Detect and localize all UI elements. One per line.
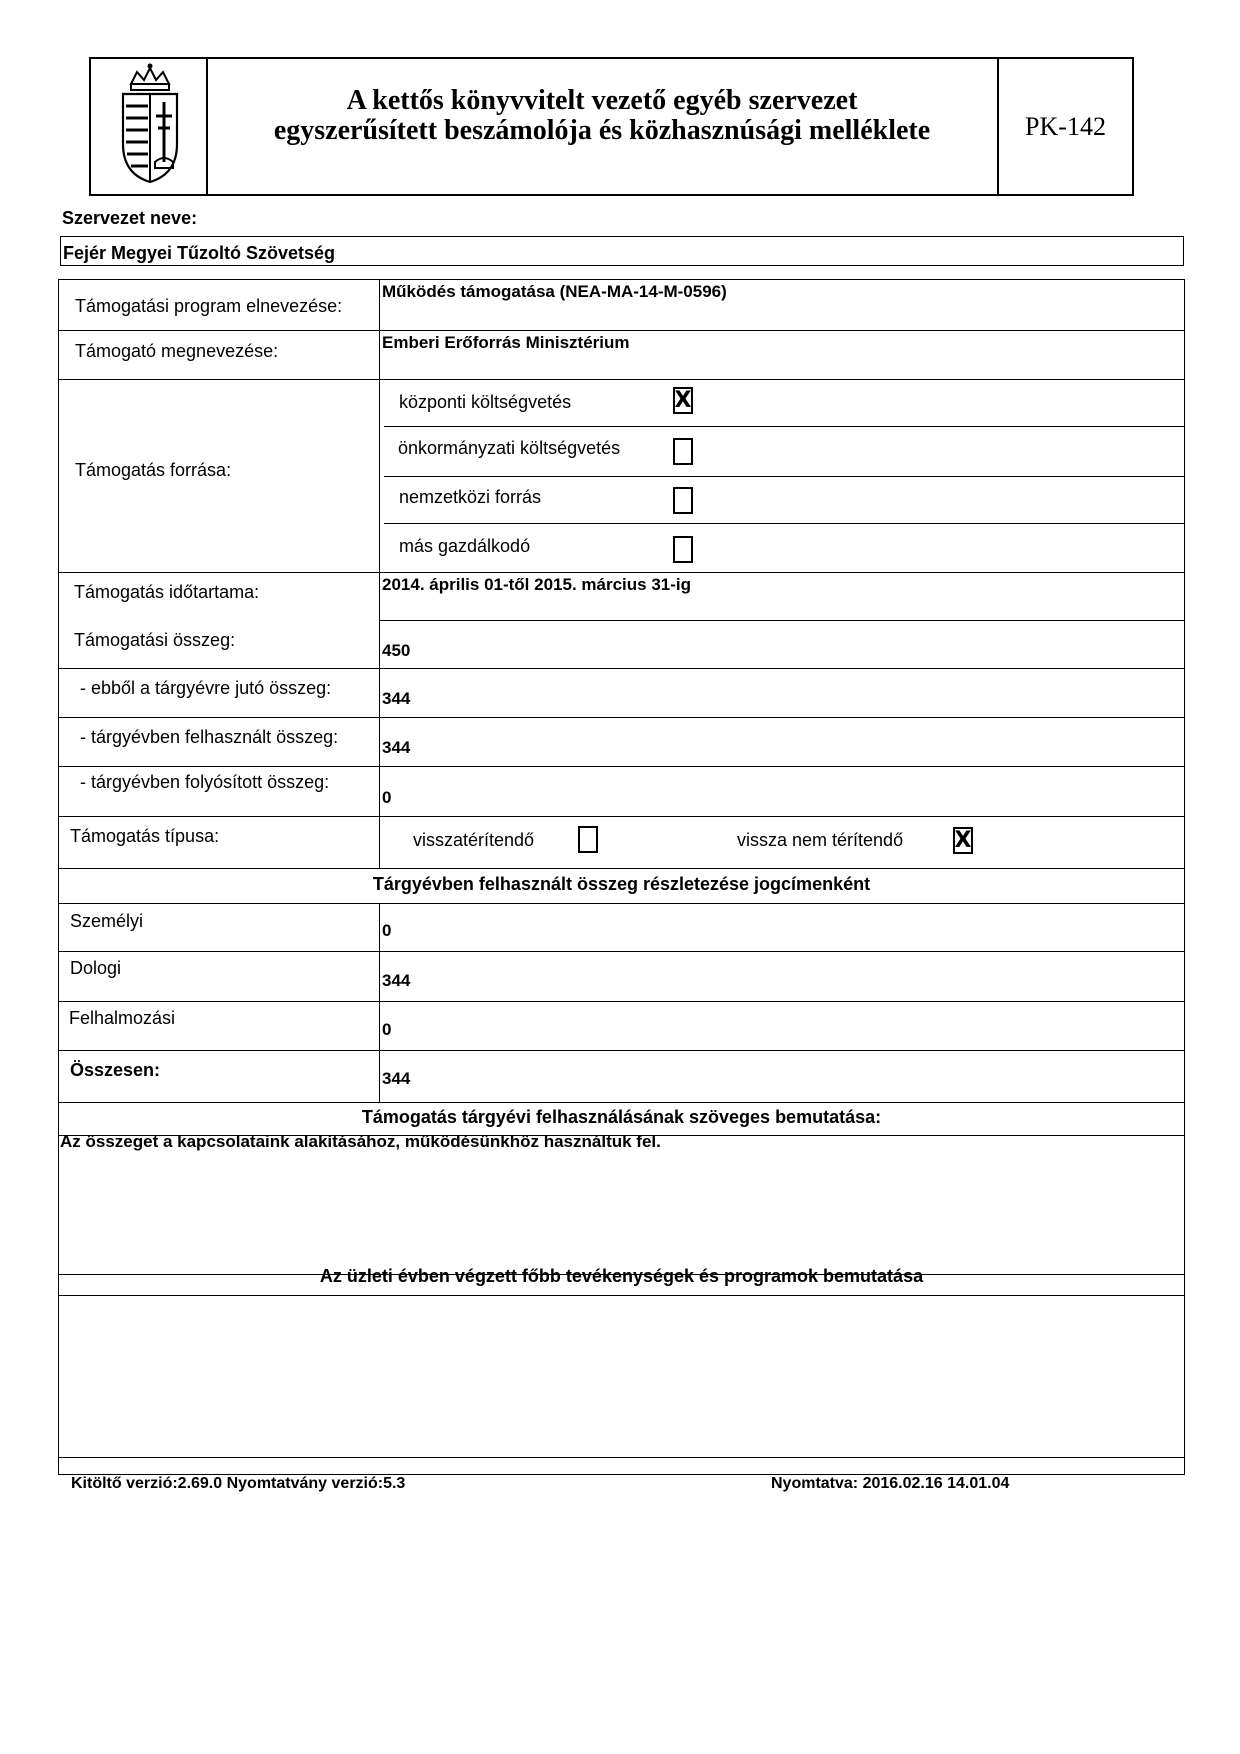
row-line	[384, 426, 1185, 427]
form-title-line1: A kettős könyvvitelt vezető egyéb szervezet	[346, 85, 858, 116]
row-line	[58, 816, 1185, 817]
type-refundable-checkbox[interactable]	[578, 826, 598, 853]
row-line	[58, 903, 1185, 904]
type-nonrefundable-checkbox[interactable]: X	[954, 827, 972, 853]
organization-name: Fejér Megyei Tűzoltó Szövetség	[63, 243, 336, 263]
duration-label: Támogatás időtartama:	[74, 582, 260, 602]
used-label: - tárgyévben felhasznált összeg:	[75, 727, 339, 747]
breakdown-row-value: 0	[382, 1020, 392, 1039]
year-share-label: - ebből a tárgyévre jutó összeg:	[75, 678, 332, 698]
row-line	[58, 1295, 1185, 1296]
breakdown-heading: Tárgyévben felhasznált összeg részletezése jogcímenként	[372, 874, 871, 894]
row-line	[384, 523, 1185, 524]
source-central-budget-checkbox[interactable]: X	[674, 387, 692, 413]
disbursed-value: 0	[382, 788, 392, 807]
row-line	[58, 1050, 1185, 1051]
source-label: Támogatás forrása:	[75, 460, 232, 480]
row-line	[58, 1001, 1185, 1002]
breakdown-row-label: Személyi	[70, 911, 144, 931]
footer-version: Kitöltő verzió:2.69.0 Nyomtatvány verzió:5.3	[71, 1475, 406, 1492]
breakdown-row-value: 0	[382, 921, 392, 940]
total-label: Összesen:	[70, 1060, 161, 1080]
source-option-label: nemzetközi forrás	[399, 487, 542, 507]
source-international-checkbox[interactable]	[673, 487, 693, 514]
row-line	[58, 868, 1185, 869]
breakdown-row-value: 344	[382, 971, 411, 990]
used-value: 344	[382, 738, 411, 757]
source-option-label: önkormányzati költségvetés	[398, 438, 621, 458]
year-share-value: 344	[382, 689, 411, 708]
total-value: 344	[382, 1069, 411, 1088]
supporter-value: Emberi Erőforrás Minisztérium	[382, 333, 630, 352]
source-option-label: központi költségvetés	[399, 392, 572, 412]
usage-heading: Támogatás tárgyévi felhasználásának szöveges bemutatása:	[361, 1107, 882, 1127]
row-line	[58, 572, 1185, 573]
program-label: Támogatási program elnevezése:	[75, 296, 343, 316]
row-line	[58, 766, 1185, 767]
disbursed-label: - tárgyévben folyósított összeg:	[75, 772, 330, 792]
breakdown-row-label: Felhalmozási	[69, 1008, 176, 1028]
type-label: Támogatás típusa:	[70, 826, 220, 846]
activities-heading: Az üzleti évben végzett főbb tevékenységek és programok bemutatása	[319, 1266, 924, 1286]
row-line	[58, 717, 1185, 718]
coat-of-arms-logo	[117, 62, 183, 184]
usage-content: Az összeget a kapcsolataink alakításához, működésünkhöz használtuk fel.	[60, 1132, 661, 1151]
form-title-line2: egyszerűsített beszámolója és közhasznúsági melléklete	[273, 115, 931, 146]
source-other-business-checkbox[interactable]	[673, 536, 693, 563]
duration-value: 2014. április 01-től 2015. március 31-ig	[382, 575, 691, 594]
row-line	[58, 379, 1185, 380]
organization-label: Szervezet neve:	[62, 208, 198, 228]
row-line	[58, 1102, 1185, 1103]
column-divider	[379, 903, 380, 1103]
row-line	[58, 951, 1185, 952]
row-line	[384, 476, 1185, 477]
program-value: Működés támogatása (NEA-MA-14-M-0596)	[382, 282, 727, 301]
source-option-label: más gazdálkodó	[399, 536, 531, 556]
amount-value: 450	[382, 641, 411, 660]
type-nonrefundable-label: vissza nem térítendő	[737, 830, 904, 850]
row-line	[379, 620, 1185, 621]
source-municipal-budget-checkbox[interactable]	[673, 438, 693, 465]
column-divider	[379, 279, 380, 868]
type-refundable-label: visszatérítendő	[413, 830, 535, 850]
breakdown-row-label: Dologi	[70, 958, 122, 978]
footer-printed: Nyomtatva: 2016.02.16 14.01.04	[771, 1475, 1010, 1492]
amount-label: Támogatási összeg:	[74, 630, 236, 650]
supporter-label: Támogató megnevezése:	[75, 341, 279, 361]
form-title	[208, 86, 996, 146]
form-code: PK-142	[1025, 112, 1106, 141]
row-line	[58, 668, 1185, 669]
row-line	[58, 330, 1185, 331]
row-line	[58, 1457, 1185, 1458]
activities-content	[62, 1300, 1180, 1450]
